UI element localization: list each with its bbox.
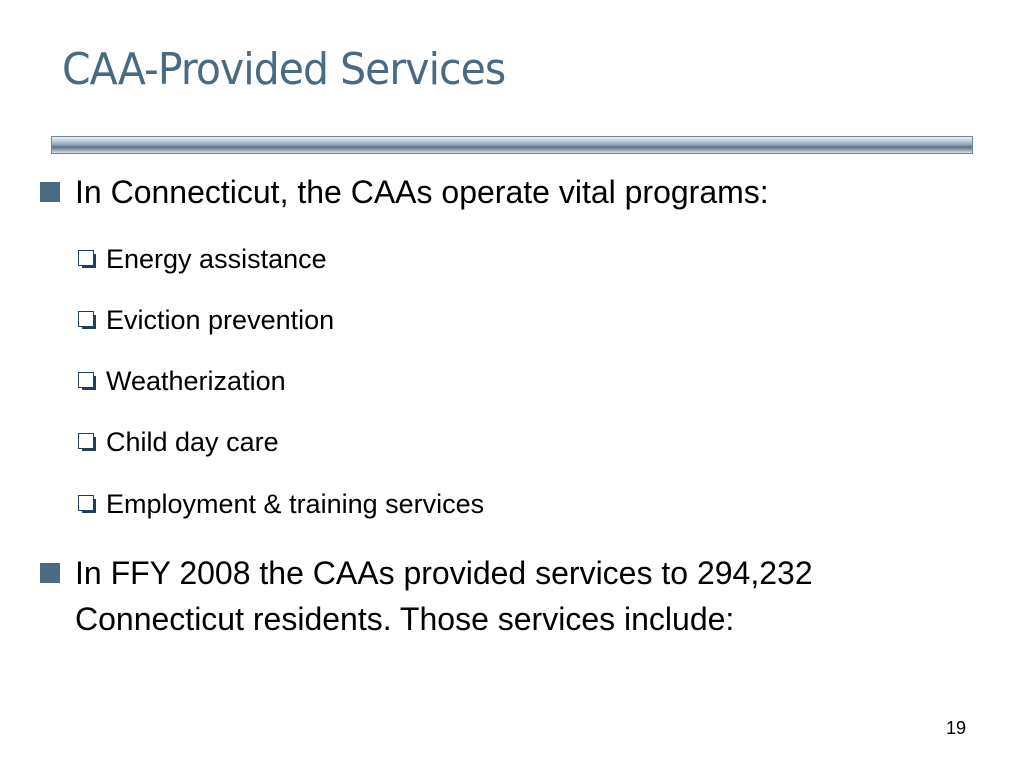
sub-item-child-day-care — [78, 424, 279, 460]
square-bullet-icon — [40, 563, 60, 583]
page-number: 19 — [946, 718, 967, 738]
checkbox-bullet-icon — [78, 250, 97, 269]
sub-item-energy-assistance — [78, 241, 327, 277]
checkbox-bullet-icon — [78, 495, 97, 514]
sub-item-text: Child day care — [106, 427, 279, 457]
square-bullet-icon — [40, 182, 60, 202]
checkbox-bullet-icon — [78, 311, 97, 330]
checkbox-bullet-icon — [78, 372, 97, 391]
sub-item-text: Eviction prevention — [106, 305, 335, 335]
sub-item-text: Energy assistance — [106, 244, 327, 274]
bullet-item-ffy-2008 — [40, 550, 935, 642]
sub-item-employment-training — [78, 486, 484, 522]
title-divider — [51, 136, 973, 154]
sub-item-text: Employment & training services — [106, 489, 485, 519]
sub-item-weatherization — [78, 363, 286, 399]
checkbox-bullet-icon — [78, 433, 97, 452]
bullet-text: In FFY 2008 the CAAs provided services to 294,232 Connecticut residents. Those services include: — [75, 555, 813, 637]
bullet-item-programs — [40, 169, 769, 215]
sub-item-text: Weatherization — [106, 366, 286, 396]
slide-title: CAA-Provided Services — [62, 44, 506, 95]
bullet-text: In Connecticut, the CAAs operate vital programs: — [75, 174, 769, 210]
sub-item-eviction-prevention — [78, 302, 334, 338]
